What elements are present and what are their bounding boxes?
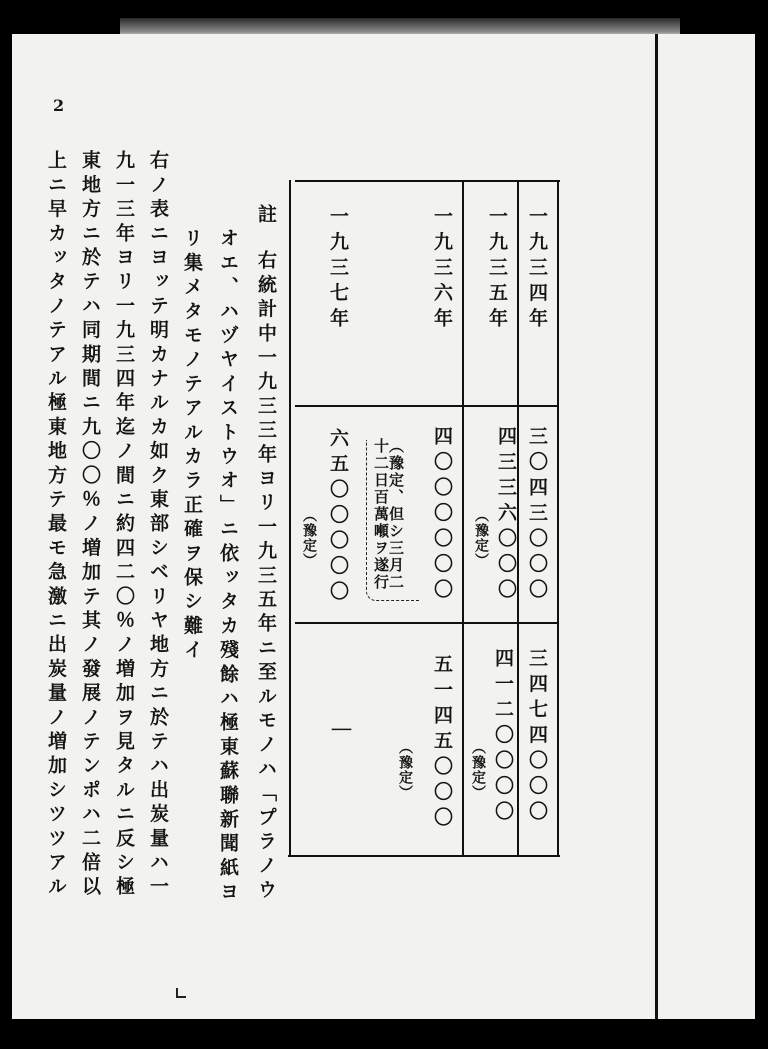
table-row-1936-year: 一九三六年 <box>431 206 453 334</box>
table-row-1934-year: 一九三四年 <box>526 206 548 334</box>
table-row-1935-col2-note: （豫定） <box>473 508 489 568</box>
body-line-4: 上ニ早カッタノテアル極東地方テ最モ急激ニ出炭量ノ増加シツツアル <box>45 150 67 901</box>
table-row-1935-col3: 四一二〇〇〇〇 <box>492 648 514 827</box>
body-line-3: 東地方ニ於テハ同期間ニ九〇〇％ノ増加テ其ノ發展ノテンポハ二倍以 <box>79 150 101 901</box>
table-row-rule-2 <box>295 622 557 624</box>
table-divider-2 <box>462 182 464 855</box>
note-label: 註 <box>255 204 277 230</box>
table-top-rule <box>295 180 560 182</box>
table-row-1936-col3-note: （豫定） <box>397 740 413 800</box>
table-bottom-rule <box>288 855 560 857</box>
table-row-1937-col2-note: （豫定） <box>301 508 317 568</box>
note-line-3: リ集メタモノテアルカラ正確ヲ保シ難イ <box>181 228 203 664</box>
table-row-1936-col2: 四〇〇〇〇〇〇 <box>431 426 453 605</box>
body-line-2: 九一三年ヨリ一九三四年迄ノ間ニ約四二〇％ノ増加ヲ見タルニ反シ極 <box>113 150 135 901</box>
body-line-1: 右ノ表ニヨッテ明カナルカ如ク東部シベリヤ地方ニ於テハ出炭量ハ一 <box>147 150 169 901</box>
table-right-border <box>557 180 559 857</box>
table-row-1937-col3: ｜ <box>329 720 351 746</box>
table-divider-1 <box>517 182 519 855</box>
table-row-1935-year: 一九三五年 <box>486 206 508 334</box>
margin-line <box>655 34 658 1019</box>
note-line-2: オエ、ハヅヤイストウオ」ニ依ッタカ殘餘ハ極東蘇聯新聞紙ヨ <box>217 228 239 906</box>
table-row-rule-1 <box>295 405 557 407</box>
table-row-1936-col2-note: （豫定、但シ三月二十二日百萬噸ヲ遂行 <box>372 438 405 591</box>
page-number: 2 <box>53 96 65 115</box>
table-left-border <box>289 180 291 857</box>
table-row-1935-col2: 四三三六〇〇〇 <box>495 426 517 605</box>
table-row-1934-col2: 三〇四三〇〇〇 <box>526 426 548 605</box>
note-brace <box>366 440 419 601</box>
table-row-1934-col3: 三四七四〇〇〇 <box>526 648 548 827</box>
table-row-1937-year: 一九三七年 <box>327 206 349 334</box>
note-line-1: 右統計中一九三三年ヨリ一九三五年ニ至ルモノハ「プラノウ <box>255 250 277 904</box>
table-row-1935-col3-note: （豫定） <box>470 740 486 800</box>
scan-mark <box>176 988 178 998</box>
table-row-1936-col3: 五一四五〇〇〇 <box>431 654 453 833</box>
table-row-1937-col2: 六五〇〇〇〇〇 <box>327 428 349 607</box>
